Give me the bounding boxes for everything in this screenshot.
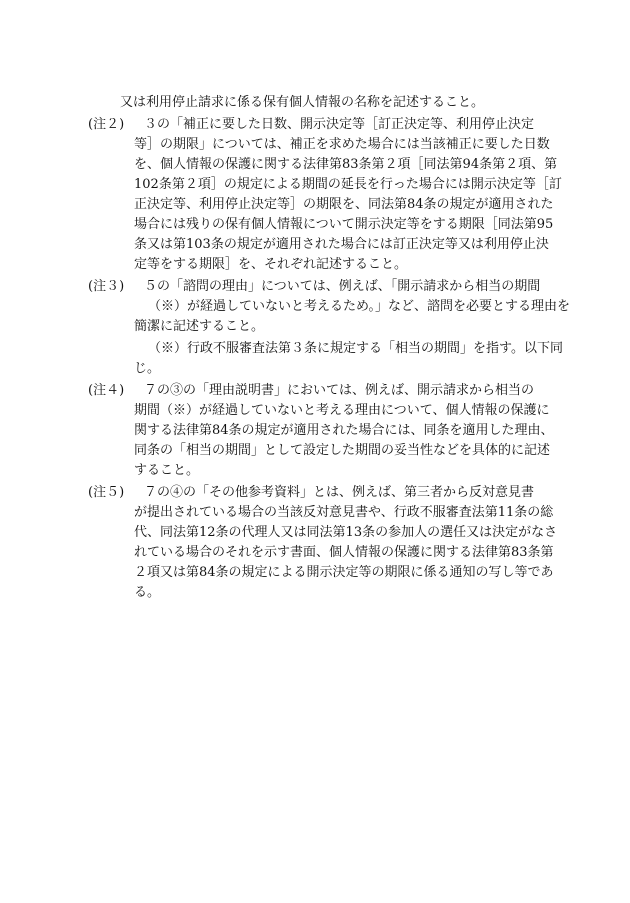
- note-5-line-6: る。: [134, 585, 161, 600]
- note-3: [88, 277, 568, 337]
- note-2-line-6: 場合には残りの保有個人情報について開示決定等をする期限［同法第95: [134, 217, 554, 232]
- note-2-label: (注２): [88, 117, 125, 132]
- note-5-line-4: れている場合のそれを示す書面、個人情報の保護に関する法律第83条第: [134, 545, 554, 560]
- note-2-line-5: 正決定等、利用停止決定等］の期限を、同法第84条の規定が適用された: [134, 197, 554, 212]
- note-4-label: (注４): [88, 383, 125, 398]
- note-2-line-7: 条又は第103条の規定が適用された場合には訂正決定等又は利用停止決: [134, 237, 549, 252]
- note-4-line-4: 同条の「相当の期間」として設定した期間の妥当性などを具体的に記述: [134, 443, 551, 458]
- note-5-line-3: 代、同法第12条の代理人又は同法第13条の参加人の選任又は決定がなさ: [134, 525, 558, 540]
- note-5-body: [134, 483, 568, 603]
- intro-text: 又は利用停止請求に係る保有個人情報の名称を記述すること。: [120, 95, 485, 110]
- note-3-footnote-line-1: （※）行政不服審査法第３条に規定する「相当の期間」を指す。以下同: [148, 341, 563, 356]
- note-3-footnote-line-2: じ。: [134, 361, 161, 376]
- note-3-line-2: （※）が経過していないと考えるため。」など、諮問を必要とする理由を: [148, 299, 570, 314]
- note-5-label: (注５): [88, 485, 125, 500]
- note-2-body: [134, 115, 568, 275]
- note-2-line-3: を、個人情報の保護に関する法律第83条第２項［同法第94条第２項、第: [134, 157, 558, 172]
- document-body: [88, 93, 568, 605]
- note-3-label: (注３): [88, 279, 125, 294]
- note-3-line-1: ５の「諮問の理由」については、例えば、「開示請求から相当の期間: [144, 279, 541, 294]
- note-3-body: [134, 277, 570, 337]
- note-2-line-1: ３の「補正に要した日数、開示決定等［訂正決定等、利用停止決定: [144, 117, 535, 132]
- note-4-line-2: 期間（※）が経過していないと考える理由について、個人情報の保護に: [134, 403, 550, 418]
- note-4: [88, 381, 568, 481]
- note-4-body: [134, 381, 568, 481]
- note-2-line-4: 102条第２項］の規定による期間の延長を行った場合には開示決定等［訂: [134, 177, 562, 192]
- note-3-footnote: [88, 339, 568, 379]
- note-2-line-2: 等］の期限」については、補正を求めた場合には当該補正に要した日数: [134, 137, 550, 152]
- note-2-line-8: 定等をする期限］を、それぞれ記述すること。: [134, 257, 408, 272]
- note-4-line-5: すること。: [134, 463, 200, 478]
- note-5: [88, 483, 568, 603]
- note-3-line-3: 簡潔に記述すること。: [134, 319, 265, 334]
- note-4-line-3: 関する法律第84条の規定が適用された場合には、同条を適用した理由、: [134, 423, 554, 438]
- note-5-line-2: が提出されている場合の当該反対意見書や、行政不服審査法第11条の総: [134, 505, 554, 520]
- note-4-line-1: ７の③の「理由説明書」においては、例えば、開示請求から相当の: [144, 383, 535, 398]
- note-5-line-1: ７の④の「その他参考資料」とは、例えば、第三者から反対意見書: [144, 485, 535, 500]
- note-2: [88, 115, 568, 275]
- note-5-line-5: ２項又は第84条の規定による開示決定等の期限に係る通知の写し等であ: [134, 565, 554, 580]
- intro-line: [88, 93, 568, 113]
